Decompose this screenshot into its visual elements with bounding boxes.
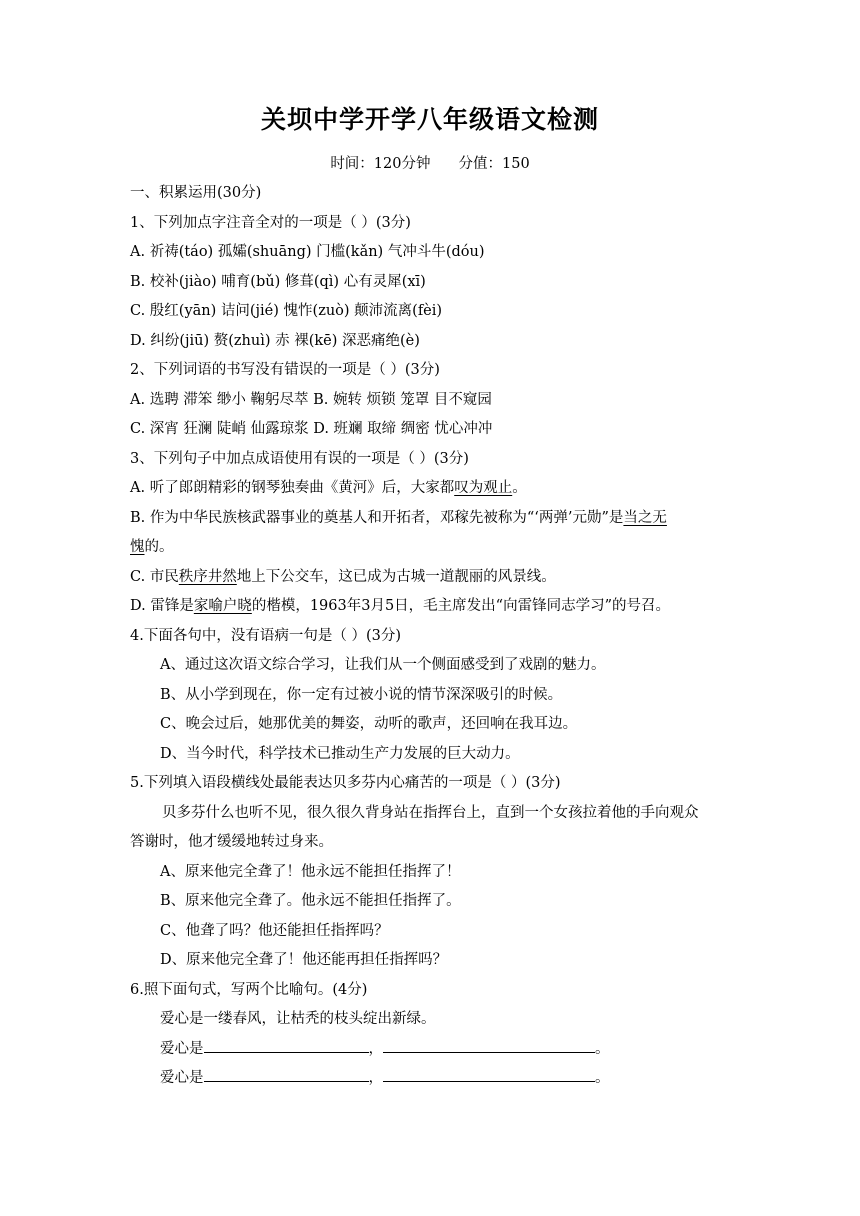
q5-option-a: A、原来他完全聋了！他永远不能担任指挥了！ — [160, 864, 461, 880]
q3-d-text: D. 雷锋是 — [130, 598, 194, 614]
q3-d-end: 的楷模，1963年3月5日，毛主席发出“向雷锋同志学习”的号召。 — [251, 598, 671, 614]
exam-meta — [0, 153, 860, 175]
q1-option-b: B. 校补(jiào) 哺育(bǔ) 修葺(qì) 心有灵犀(xī) — [130, 274, 426, 290]
q5-stem: 5.下列填入语段横线处最能表达贝多芬内心痛苦的一项是（ ）(3分) — [130, 775, 561, 791]
q3-c-idiom: 秩序井然 — [178, 569, 237, 585]
q6-answer-line-1 — [160, 1038, 780, 1060]
q3-option-a — [130, 477, 750, 499]
q2-options-ab: A. 选聘 滞笨 缈小 鞠躬尽萃 B. 婉转 烦锁 笼罩 目不窥园 — [130, 392, 492, 408]
section-heading: 一、积累运用(30分) — [130, 185, 262, 201]
q3-option-b — [130, 507, 750, 529]
answer-blank-2b[interactable] — [383, 1067, 595, 1082]
q3-b-idiom-part2: 愧 — [130, 539, 145, 555]
q4-option-b: B、从小学到现在，你一定有过被小说的情节深深吸引的时候。 — [160, 687, 563, 703]
q6-example: 爱心是一缕春风，让枯秃的枝头绽出新绿。 — [160, 1011, 436, 1027]
q3-b-end: 的。 — [144, 539, 174, 555]
answer-blank-2a[interactable] — [204, 1067, 369, 1082]
q3-option-c — [130, 566, 750, 588]
q6-answer-line-2 — [160, 1067, 780, 1089]
q5-option-b: B、原来他完全聋了。他永远不能担任指挥了。 — [160, 893, 461, 909]
q4-stem: 4.下面各句中，没有语病一句是（ ）(3分) — [130, 628, 401, 644]
q2-options-cd: C. 深宵 狂澜 陡峭 仙露琼浆 D. 班斓 取缔 绸密 忧心冲冲 — [130, 421, 493, 437]
q3-a-idiom: 叹为观止 — [454, 480, 513, 496]
answer-comma: ， — [368, 1041, 383, 1057]
q3-b-text: B. 作为中华民族核武器事业的奠基人和开拓者，邓稼先被称为“‘两弹’元勋”是 — [130, 510, 624, 526]
q3-d-idiom: 家喻户晓 — [193, 598, 252, 614]
q3-c-text: C. 市民 — [130, 569, 179, 585]
q3-option-b-cont — [130, 536, 750, 558]
answer-period: 。 — [595, 1070, 610, 1086]
answer-prefix: 爱心是 — [160, 1070, 204, 1086]
q4-option-c: C、晚会过后，她那优美的舞姿，动听的歌声，还回响在我耳边。 — [160, 716, 578, 732]
q3-stem: 3、下列句子中加点成语使用有误的一项是（ ）(3分) — [130, 451, 469, 467]
q4-option-d: D、当今时代，科学技术已推动生产力发展的巨大动力。 — [160, 746, 520, 762]
answer-prefix: 爱心是 — [160, 1041, 204, 1057]
q5-option-c: C、他聋了吗？他还能担任指挥吗？ — [160, 923, 389, 939]
q1-stem: 1、下列加点字注音全对的一项是（ ）(3分) — [130, 215, 411, 231]
answer-comma: ， — [368, 1070, 383, 1086]
exam-time: 时间：120分钟 — [330, 156, 431, 172]
answer-blank-1a[interactable] — [204, 1038, 369, 1053]
q2-stem: 2、下列词语的书写没有错误的一项是（ ）(3分) — [130, 362, 440, 378]
q4-option-a: A、通过这次语文综合学习，让我们从一个侧面感受到了戏剧的魅力。 — [160, 657, 606, 673]
q1-option-a: A. 祈祷(táo) 孤孀(shuāng) 门槛(kǎn) 气冲斗牛(dóu) — [130, 244, 485, 260]
q3-b-idiom-part1: 当之无 — [623, 510, 667, 526]
q5-passage-line1: 贝多芬什么也听不见，很久很久背身站在指挥台上，直到一个女孩拉着他的手向观众 — [162, 805, 699, 821]
q3-a-text: A. 听了郎朗精彩的钢琴独奏曲《黄河》后，大家都 — [130, 480, 455, 496]
answer-period: 。 — [595, 1041, 610, 1057]
q3-c-end: 地上下公交车，这已成为古城一道靓丽的风景线。 — [236, 569, 556, 585]
q5-passage-line2: 答谢时，他才缓缓地转过身来。 — [130, 834, 333, 850]
q1-option-d: D. 纠纷(jiū) 赘(zhuì) 赤 裸(kē) 深恶痛绝(è) — [130, 333, 420, 349]
q3-option-d — [130, 595, 750, 617]
q6-stem: 6.照下面句式，写两个比喻句。(4分) — [130, 982, 368, 998]
page-title: 关坝中学开学八年级语文检测 — [260, 105, 599, 134]
q3-a-end: 。 — [512, 480, 527, 496]
q5-option-d: D、原来他完全聋了！他还能再担任指挥吗？ — [160, 952, 448, 968]
answer-blank-1b[interactable] — [383, 1038, 595, 1053]
q1-option-c: C. 殷红(yān) 诘问(jié) 愧怍(zuò) 颠沛流离(fèi) — [130, 303, 443, 319]
exam-score: 分值：150 — [458, 156, 530, 172]
